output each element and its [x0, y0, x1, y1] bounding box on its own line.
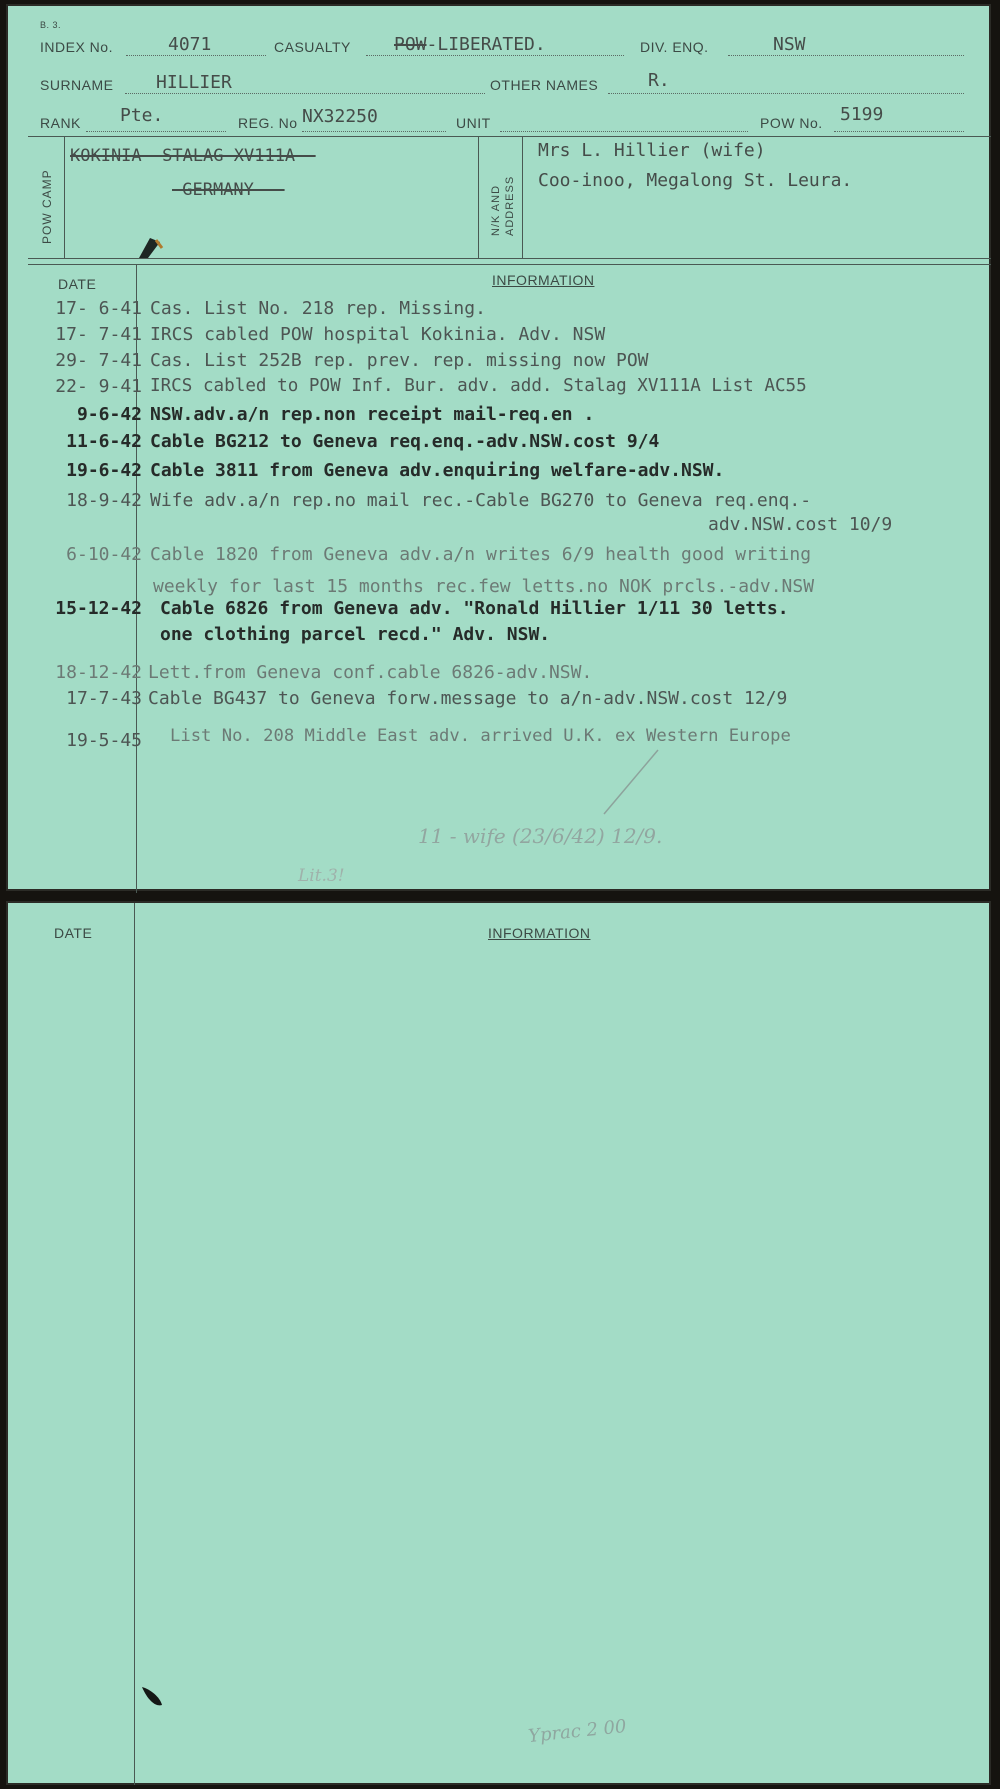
pencil-stroke	[600, 748, 660, 818]
reg-no-value: NX32250	[302, 106, 378, 127]
reg-no-label: REG. No	[238, 115, 298, 131]
pow-no-value: 5199	[840, 104, 884, 125]
unit-dots	[500, 131, 748, 132]
entry-text: Cable BG437 to Geneva forw.message to a/n-adv.NSW.cost 12/9	[148, 688, 788, 709]
entry-text: List No. 208 Middle East adv. arrived U.K. ex Western Europe	[170, 726, 791, 746]
entry-text: Cable 1820 from Geneva adv.a/n writes 6/9 health good writing	[150, 544, 812, 565]
entry-date: 29- 7-41	[55, 350, 142, 371]
div-enq-dots	[728, 55, 964, 56]
pencil-note: 11 - wife (23/6/42) 12/9.	[418, 824, 663, 848]
entry-date: 18-9-42	[66, 490, 142, 511]
pow-camp-divider	[64, 136, 65, 258]
casualty-dots	[366, 55, 624, 56]
date-header: DATE	[58, 276, 97, 292]
entry-text: Cas. List No. 218 rep. Missing.	[150, 298, 486, 319]
reg-no-dots	[302, 131, 446, 132]
rank-label: RANK	[40, 115, 81, 131]
nk-left-divider	[478, 136, 479, 258]
entry-text: Lett.from Geneva conf.cable 6826-adv.NSW.	[148, 662, 593, 683]
entry-date: 19-6-42	[66, 460, 142, 481]
surname-label: SURNAME	[40, 77, 114, 93]
pencil-note-bottom: Lit.3!	[298, 866, 345, 886]
other-names-label: OTHER NAMES	[490, 77, 599, 93]
entry-text: Wife adv.a/n rep.no mail rec.-Cable BG270 to Geneva req.enq.-	[150, 490, 812, 511]
other-names-value: R.	[648, 70, 670, 91]
nk-address-line1: Mrs L. Hillier (wife)	[538, 140, 766, 161]
header-bottom-rule-2	[28, 264, 991, 265]
entry-date: 15-12-42	[55, 598, 142, 619]
nk-label-line2: ADDRESS	[504, 175, 516, 236]
entry-text-continued: weekly for last 15 months rec.few letts.no NOK prcls.-adv.NSW	[153, 576, 815, 597]
date-column-divider	[134, 903, 135, 1785]
date-header: DATE	[54, 925, 93, 941]
entry-date: 9-6-42	[76, 404, 142, 425]
information-header: INFORMATION	[488, 925, 591, 941]
entry-text-continued: adv.NSW.cost 10/9	[708, 514, 893, 535]
index-no-label: INDEX No.	[40, 39, 113, 55]
entry-text: Cable BG212 to Geneva req.enq.-adv.NSW.cost 9/4	[150, 431, 660, 452]
pow-camp-label: POW CAMP	[40, 169, 54, 244]
entry-text: Cas. List 252B rep. prev. rep. missing now POW	[150, 350, 649, 371]
header-top-rule	[28, 136, 991, 137]
entry-text-continued: one clothing parcel recd." Adv. NSW.	[160, 624, 551, 645]
header-bottom-rule-1	[28, 258, 991, 259]
index-no-value: 4071	[168, 34, 212, 55]
entry-date: 11-6-42	[66, 431, 142, 452]
unit-label: UNIT	[456, 115, 491, 131]
index-card-front	[6, 4, 991, 891]
index-no-dots	[126, 55, 266, 56]
casualty-text: -LIBERATED.	[426, 34, 546, 55]
pow-no-dots	[834, 131, 964, 132]
other-names-dots	[608, 93, 964, 94]
pencil-note: Yprac 2 00	[527, 1715, 628, 1748]
casualty-struck-text: POW	[394, 34, 427, 55]
surname-dots	[125, 93, 485, 94]
entry-text: IRCS cabled to POW Inf. Bur. adv. add. Stalag XV111A List AC55	[150, 376, 807, 396]
entry-text: Cable 3811 from Geneva adv.enquiring welfare-adv.NSW.	[150, 460, 725, 481]
entry-date: 19-5-45	[66, 730, 142, 751]
ink-mark	[136, 234, 164, 260]
entry-date: 17- 6-41	[55, 298, 142, 319]
casualty-label: CASUALTY	[274, 39, 351, 55]
nk-label-line1: N/K AND	[490, 184, 502, 236]
casualty-value	[394, 34, 546, 55]
pow-camp-line2: -GERMANY---	[172, 180, 285, 200]
div-enq-value: NSW	[773, 34, 806, 55]
ink-blot	[138, 1683, 168, 1713]
form-code: B. 3.	[40, 20, 62, 30]
information-header: INFORMATION	[492, 272, 595, 288]
entry-date: 17- 7-41	[55, 324, 142, 345]
nk-right-divider	[522, 136, 523, 258]
surname-value: HILLIER	[156, 72, 232, 93]
pow-camp-line1: KOKINIA -STALAG-XV111A--	[70, 146, 316, 166]
entry-date: 22- 9-41	[55, 376, 142, 397]
pow-no-label: POW No.	[760, 115, 823, 131]
rank-value: Pte.	[120, 105, 164, 126]
index-card-back	[6, 901, 991, 1785]
entry-date: 18-12-42	[55, 662, 142, 683]
entry-date: 17-7-43	[66, 688, 142, 709]
nk-address-line2: Coo-inoo, Megalong St. Leura.	[538, 170, 853, 191]
entry-text: IRCS cabled POW hospital Kokinia. Adv. NSW	[150, 324, 606, 345]
rank-dots	[86, 131, 226, 132]
entry-text: Cable 6826 from Geneva adv. "Ronald Hillier 1/11 30 letts.	[160, 598, 789, 619]
div-enq-label: DIV. ENQ.	[640, 39, 709, 55]
entry-text: NSW.adv.a/n rep.non receipt mail-req.en .	[150, 404, 595, 425]
entry-date: 6-10-42	[66, 544, 142, 565]
